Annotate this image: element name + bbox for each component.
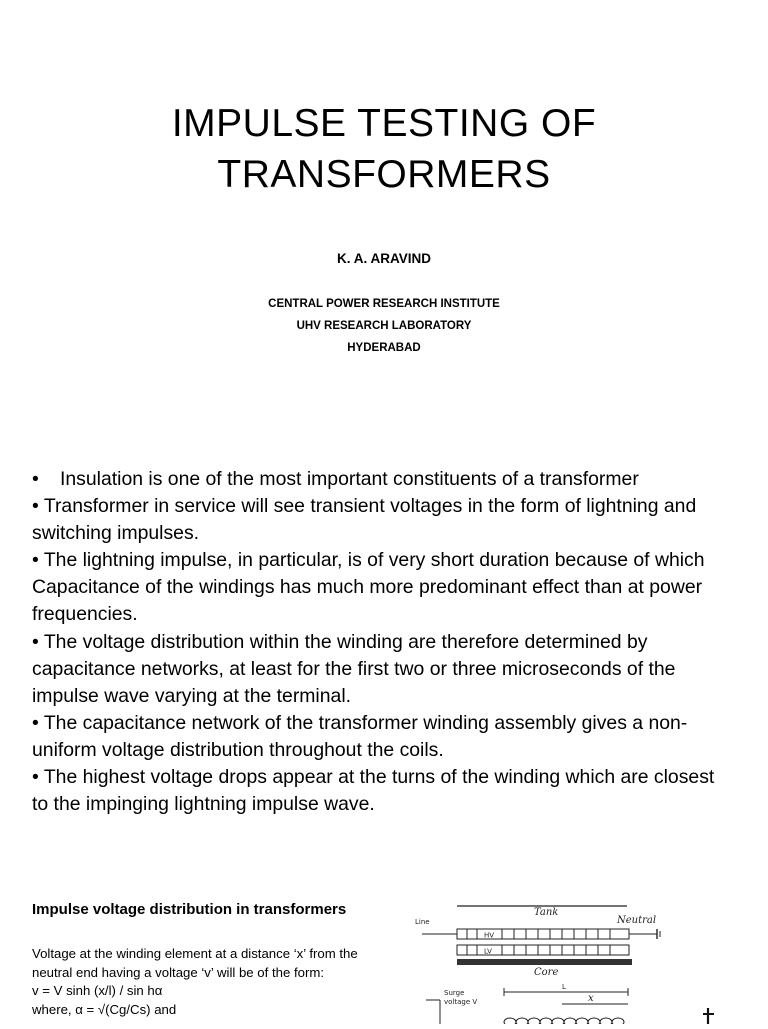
affiliation-line: UHV RESEARCH LABORATORY (296, 320, 472, 332)
bullet-item: • The highest voltage drops appear at the turns of the winding which are closest to the impinging lightning impulse wave. (32, 766, 715, 816)
lv-label: LV (484, 947, 492, 956)
surge-label: Surge (444, 989, 465, 997)
title-line-2: TRANSFORMERS (217, 153, 551, 196)
winding-diagram (412, 896, 732, 1024)
title-slide (0, 0, 768, 440)
bullet-item: • Transformer in service will see transient voltages in the form of lightning and switching impulses. (32, 495, 697, 545)
formula-text (32, 945, 412, 1019)
affiliation-line: CENTRAL POWER RESEARCH INSTITUTE (268, 298, 500, 310)
distribution-slide (0, 840, 768, 1024)
bullet-item (32, 466, 732, 493)
hv-label: HV (484, 931, 495, 940)
x-label: x (588, 993, 594, 1004)
surge-label: voltage V (444, 998, 478, 1006)
slide-title (0, 98, 768, 200)
bullet-item: • The capacitance network of the transformer winding assembly gives a non-uniform voltage distribution throughout the coils. (32, 711, 688, 761)
winding-diagram-icon (412, 896, 732, 1024)
tank-label: Tank (534, 907, 559, 918)
hv-winding (457, 929, 629, 940)
coil-loops (504, 1018, 624, 1024)
bullet-item: • The lightning impulse, in particular, is of very short duration because of which Capacitance of the windings has much more predominant effect than at power frequencies. (32, 549, 705, 626)
text-line: neutral end having a voltage ‘v’ will be of the form: (32, 964, 324, 980)
bullet-marker: • (32, 468, 39, 490)
text-line: Voltage at the winding element at a distance ‘x’ from the (32, 946, 358, 961)
core-bar (457, 959, 632, 965)
length-label: L (562, 983, 566, 991)
bullet-item: • The voltage distribution within the winding are therefore determined by capacitance networks, at least for the first two or three microseconds of the impulse wave varying at the terminal. (32, 630, 676, 707)
affiliation-line: HYDERABAD (347, 342, 421, 354)
bullet-text: Insulation is one of the most important constituents of a transformer (60, 468, 639, 490)
core-label: Core (534, 967, 559, 978)
neutral-label: Neutral (617, 915, 657, 926)
bullet-list (32, 466, 732, 818)
title-line-1: IMPULSE TESTING OF (171, 102, 597, 145)
lv-winding (457, 945, 629, 956)
text-line: where, α = √(Cg/Cs) and (32, 1001, 177, 1017)
line-label: Line (415, 918, 430, 926)
section-heading: Impulse voltage distribution in transformers (32, 901, 347, 918)
text-line: v = V sinh (x/l) / sin hα (32, 983, 163, 999)
author-name: K. A. ARAVIND (337, 251, 431, 266)
bullet-slide (0, 440, 768, 840)
